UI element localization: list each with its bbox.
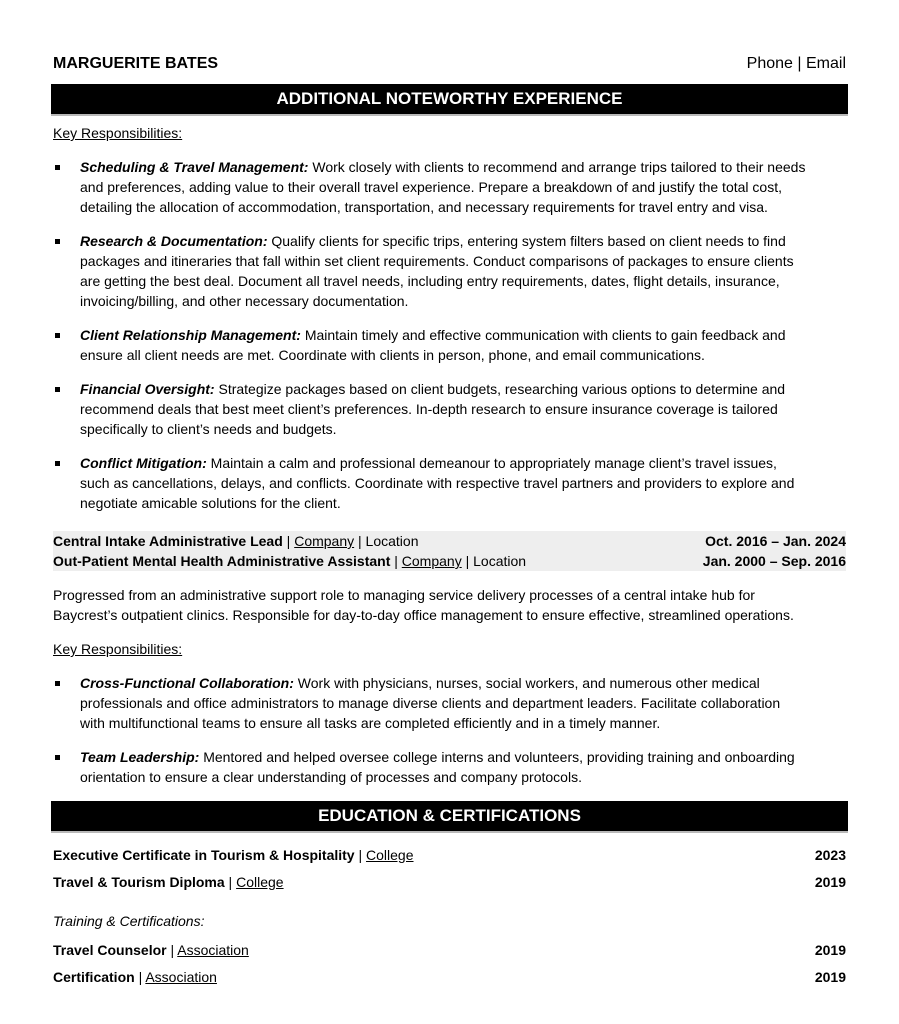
- bullet-line: detailing the allocation of accommodation, transportation, and necessary requirements for travel entry and visa.: [80, 199, 768, 215]
- resume-header: [53, 54, 846, 76]
- bullet-title: Conflict Mitigation:: [80, 455, 207, 471]
- job-row: [53, 551, 846, 571]
- job-dates: Oct. 2016 – Jan. 2024: [705, 533, 846, 549]
- separator: |: [390, 553, 402, 569]
- bullet-line: with multifunctional teams to ensure all tasks are completed efficiently and in a timely manner.: [80, 715, 661, 731]
- job-location: Location: [473, 553, 527, 569]
- certification-item: [53, 940, 846, 960]
- separator: |: [224, 874, 237, 890]
- job-location: Location: [365, 533, 419, 549]
- company-link[interactable]: Company: [401, 553, 462, 569]
- education-title: Travel & Tourism Diploma: [53, 874, 225, 890]
- certification-year: 2019: [814, 969, 846, 985]
- bullet-line: negotiate amicable solutions for the client.: [80, 495, 341, 511]
- bullet-line: packages and itineraries that fall within set client requirements. Conduct comparisons of packages to ensure clients: [80, 253, 794, 269]
- bullet-item: [53, 453, 846, 513]
- association-link[interactable]: Association: [145, 969, 217, 985]
- bullet-item: [53, 747, 846, 787]
- contact-info: Phone | Email: [746, 55, 846, 72]
- bullet-square-icon: [55, 387, 60, 392]
- education-year: 2023: [814, 847, 846, 863]
- bullet-item: [53, 325, 846, 365]
- education-title: Executive Certificate in Tourism & Hospitality: [53, 847, 355, 863]
- bullet-title: Financial Oversight:: [80, 381, 215, 397]
- education-item: [53, 845, 846, 865]
- bullet-line: orientation to ensure a clear understanding of processes and company protocols.: [80, 769, 582, 785]
- institution-link[interactable]: College: [236, 874, 284, 890]
- summary-line: Progressed from an administrative support role to managing service delivery processes of a central intake hub for: [53, 587, 755, 603]
- bullet-title: Research & Documentation:: [80, 233, 268, 249]
- bullet-line: professionals and office administrators to manage diverse clients and department leaders. Facilitate collaboration: [80, 695, 781, 711]
- job-title: Out-Patient Mental Health Administrative Assistant: [53, 553, 391, 569]
- certification-title: Travel Counselor: [53, 942, 167, 958]
- bullet-square-icon: [55, 755, 60, 760]
- bullet-line: such as cancellations, delays, and conflicts. Coordinate with respective travel partners and providers to explore and: [80, 475, 795, 491]
- job-dates: Jan. 2000 – Sep. 2016: [702, 553, 846, 569]
- bullet-item: [53, 379, 846, 439]
- bullet-title: Scheduling & Travel Management:: [80, 159, 309, 175]
- section-heading-education: EDUCATION & CERTIFICATIONS: [51, 801, 848, 833]
- separator: |: [354, 847, 367, 863]
- bullet-line: Work with physicians, nurses, social workers, and numerous other medical: [297, 675, 760, 691]
- job-summary: [53, 585, 846, 625]
- experience-bullet-list: [53, 157, 846, 527]
- bullet-line: are getting the best deal. Document all travel needs, including entry requirements, dates, flight details, insurance,: [80, 273, 780, 289]
- candidate-name: MARGUERITE BATES: [53, 55, 219, 72]
- job-title-band: [53, 531, 846, 571]
- bullet-square-icon: [55, 461, 60, 466]
- bullet-line: Work closely with clients to recommend and arrange trips tailored to their needs: [312, 159, 806, 175]
- bullet-title: Client Relationship Management:: [80, 327, 301, 343]
- key-responsibilities-label: Key Responsibilities:: [53, 125, 183, 141]
- bullet-item: [53, 673, 846, 733]
- bullet-line: Maintain a calm and professional demeanour to appropriately manage client’s travel issues,: [210, 455, 777, 471]
- bullet-item: [53, 231, 846, 311]
- separator: |: [134, 969, 146, 985]
- bullet-square-icon: [55, 239, 60, 244]
- certification-item: [53, 967, 846, 987]
- separator: |: [461, 553, 474, 569]
- bullet-square-icon: [55, 165, 60, 170]
- bullet-line: invoicing/billing, and other necessary documentation.: [80, 293, 409, 309]
- separator: |: [166, 942, 178, 958]
- bullet-item: [53, 157, 846, 217]
- education-year: 2019: [814, 874, 846, 890]
- company-link[interactable]: Company: [294, 533, 355, 549]
- bullet-line: Qualify clients for specific trips, entering system filters based on client needs to find: [271, 233, 786, 249]
- bullet-line: Strategize packages based on client budgets, researching various options to determine and: [218, 381, 786, 397]
- education-item: [53, 872, 846, 892]
- job-title: Central Intake Administrative Lead: [53, 533, 283, 549]
- job-row: [53, 531, 846, 551]
- bullet-line: Maintain timely and effective communication with clients to gain feedback and: [304, 327, 786, 343]
- bullet-square-icon: [55, 681, 60, 686]
- training-certifications-label: Training & Certifications:: [53, 913, 205, 929]
- separator: |: [354, 533, 366, 549]
- section-heading-experience: ADDITIONAL NOTEWORTHY EXPERIENCE: [51, 84, 848, 116]
- job-bullet-list: [53, 673, 846, 801]
- bullet-title: Cross-Functional Collaboration:: [80, 675, 294, 691]
- key-responsibilities-label: Key Responsibilities:: [53, 641, 183, 657]
- bullet-line: specifically to client’s needs and budgets.: [80, 421, 337, 437]
- bullet-line: Mentored and helped oversee college interns and volunteers, providing training and onboarding: [203, 749, 795, 765]
- bullet-line: and preferences, adding value to their overall travel experience. Prepare a breakdown of and justify the total cost,: [80, 179, 782, 195]
- bullet-line: ensure all client needs are met. Coordinate with clients in person, phone, and email communications.: [80, 347, 705, 363]
- bullet-line: recommend deals that best meet client’s preferences. In-depth research to ensure insurance coverage is tailored: [80, 401, 778, 417]
- summary-line: Baycrest’s outpatient clinics. Responsible for day-to-day office management to ensure effective, streamlined operations.: [53, 607, 794, 623]
- certification-year: 2019: [814, 942, 846, 958]
- bullet-title: Team Leadership:: [80, 749, 200, 765]
- bullet-square-icon: [55, 333, 60, 338]
- institution-link[interactable]: College: [366, 847, 414, 863]
- separator: |: [282, 533, 295, 549]
- association-link[interactable]: Association: [177, 942, 249, 958]
- certification-title: Certification: [53, 969, 135, 985]
